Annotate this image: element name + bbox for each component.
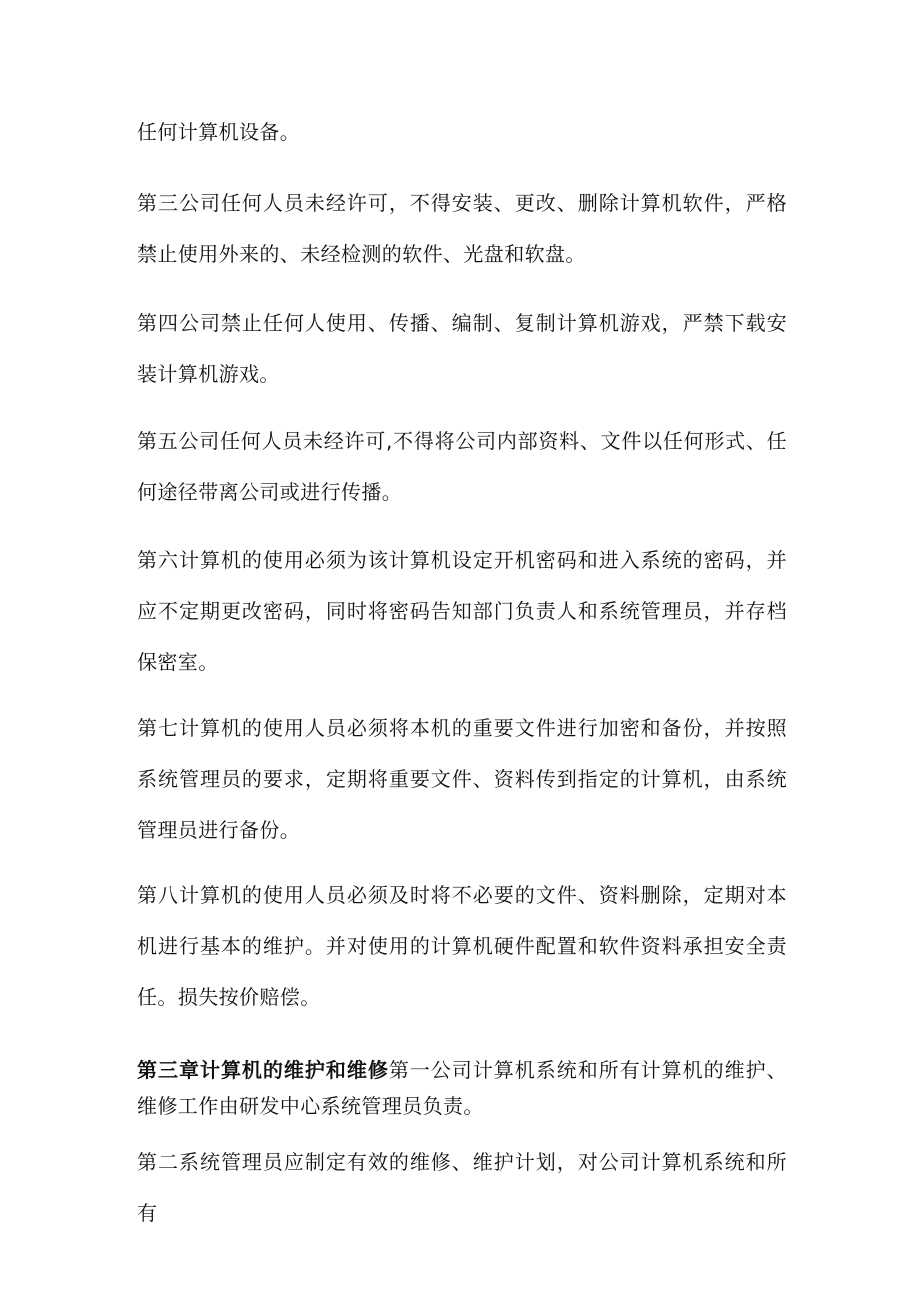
- paragraph-text: 第八计算机的使用人员必须及时将不必要的文件、资料删除，定期对本机进行基本的维护。并对使用的计算机硬件配置和软件资料承担安全责任。损失按价赔偿。: [137, 883, 787, 1009]
- paragraph-text: 第一公司计算机系统和所有计算机的维护、维修工作由研发中心系统管理员负责。: [137, 1058, 787, 1118]
- paragraph-chapter-3: [137, 1052, 787, 1124]
- paragraph-text: 第五公司任何人员未经许可,不得将公司内部资料、文件以任何形式、任何途径带离公司或进行传播。: [137, 429, 787, 504]
- chapter-heading: 第三章计算机的维护和维修: [137, 1058, 389, 1082]
- paragraph-article-7: [137, 703, 787, 856]
- paragraph-equipment-continuation: [137, 107, 787, 158]
- paragraph-text: 第三公司任何人员未经许可，不得安装、更改、删除计算机软件，严格禁止使用外来的、未经检测的软件、光盘和软盘。: [137, 191, 787, 266]
- paragraph-article-5: [137, 416, 787, 518]
- paragraph-article-3: [137, 178, 787, 280]
- paragraph-article-8: [137, 870, 787, 1023]
- paragraph-article-6: [137, 535, 787, 688]
- paragraph-text: 第七计算机的使用人员必须将本机的重要文件进行加密和备份，并按照系统管理员的要求，定期将重要文件、资料传到指定的计算机，由系统管理员进行备份。: [137, 716, 787, 842]
- paragraph-text: 第四公司禁止任何人使用、传播、编制、复制计算机游戏，严禁下载安装计算机游戏。: [137, 311, 787, 386]
- paragraph-text: 任何计算机设备。: [137, 120, 301, 144]
- paragraph-text: 第六计算机的使用必须为该计算机设定开机密码和进入系统的密码，并应不定期更改密码，同时将密码告知部门负责人和系统管理员，并存档保密室。: [137, 548, 787, 674]
- paragraph-article-2: [137, 1137, 787, 1239]
- paragraph-text: 第二系统管理员应制定有效的维修、维护计划，对公司计算机系统和所有: [137, 1150, 787, 1225]
- paragraph-article-4: [137, 298, 787, 400]
